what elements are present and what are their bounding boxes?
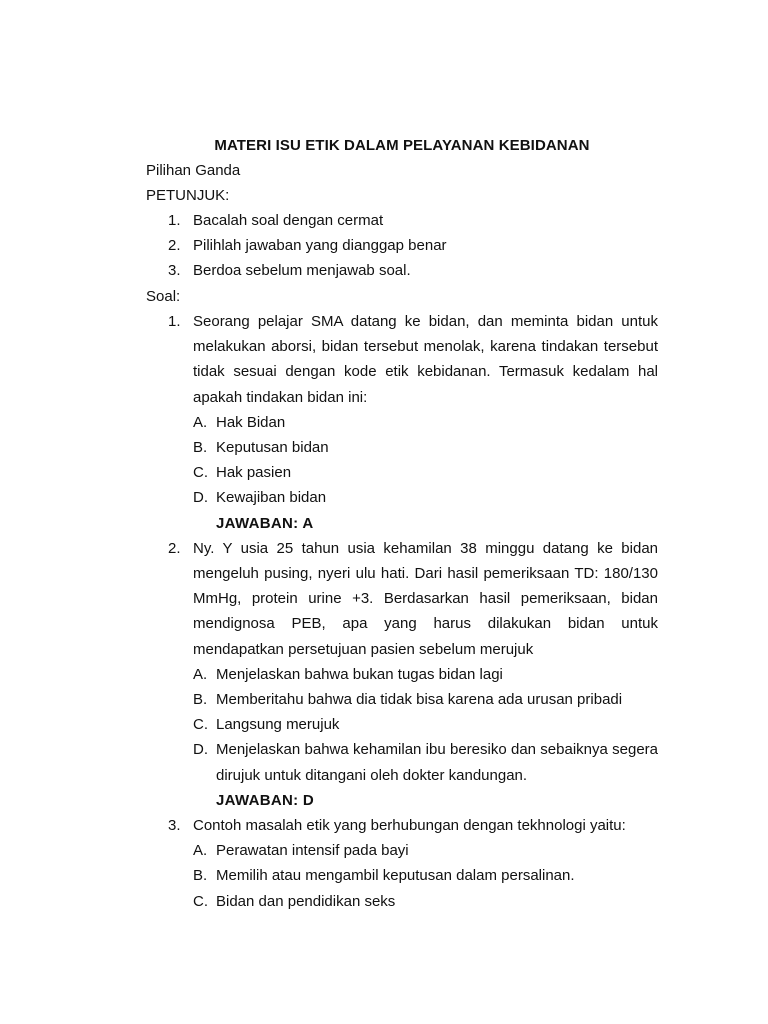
- question-item: [146, 813, 658, 914]
- question-text: Ny. Y usia 25 tahun usia kehamilan 38 minggu datang ke bidan mengeluh pusing, nyeri ulu hati. Dari hasil pemeriksaan TD: 180/130 MmHg, protein urine +3. Berdasarkan hasil pemeriksaan, bidan mendignosa PEB, apa yang harus dilakukan bidan untuk mendapatkan persetujuan pasien sebelum merujuk: [193, 539, 658, 658]
- option-text: Bidan dan pendidikan seks: [216, 892, 396, 910]
- option-text: Keputusan bidan: [216, 439, 329, 457]
- option-text: Menjelaskan bahwa bukan tugas bidan lagi: [216, 665, 503, 683]
- option-item: [193, 460, 658, 485]
- option-item: [193, 410, 658, 435]
- options-list: [193, 662, 658, 788]
- option-text: Hak pasien: [216, 464, 292, 482]
- option-letter: B.: [193, 867, 208, 885]
- option-item: [193, 737, 658, 787]
- instruction-number: 3.: [168, 262, 181, 280]
- option-text: Perawatan intensif pada bayi: [216, 842, 409, 860]
- option-letter: C.: [193, 464, 208, 482]
- option-item: [193, 485, 658, 510]
- questions-label: Soal:: [146, 288, 181, 305]
- instruction-text: Pilihlah jawaban yang dianggap benar: [193, 237, 447, 255]
- option-text: Memilih atau mengambil keputusan dalam persalinan.: [216, 867, 575, 885]
- option-letter: D.: [193, 489, 208, 507]
- option-item: [193, 838, 658, 863]
- option-letter: A.: [193, 665, 208, 683]
- question-number: 1.: [168, 313, 181, 330]
- instructions-list: [146, 208, 658, 284]
- instruction-item: [146, 233, 658, 258]
- option-letter: D.: [193, 741, 208, 759]
- instruction-text: Berdoa sebelum menjawab soal.: [193, 262, 411, 280]
- document-subtitle: Pilihan Ganda: [146, 162, 241, 179]
- option-text: Kewajiban bidan: [216, 489, 327, 507]
- option-letter: B.: [193, 439, 208, 457]
- answer-key: JAWABAN: A: [216, 514, 314, 532]
- option-item: [193, 435, 658, 460]
- question-number: 3.: [168, 817, 181, 835]
- questions-list: [146, 309, 658, 914]
- options-list: [193, 410, 658, 511]
- option-item: [193, 662, 658, 687]
- option-letter: C.: [193, 892, 208, 910]
- options-list: [193, 838, 658, 914]
- question-item: [146, 536, 658, 813]
- option-item: [193, 889, 658, 914]
- instructions-label: PETUNJUK:: [146, 187, 230, 204]
- instruction-number: 1.: [168, 212, 181, 229]
- instruction-item: [146, 258, 658, 283]
- answer-key: JAWABAN: D: [216, 791, 315, 809]
- option-text: Langsung merujuk: [216, 716, 340, 734]
- question-text: Contoh masalah etik yang berhubungan dengan tekhnologi yaitu:: [193, 817, 626, 835]
- option-item: [193, 863, 658, 888]
- option-letter: A.: [193, 413, 208, 431]
- instruction-text: Bacalah soal dengan cermat: [193, 212, 384, 229]
- document-title: MATERI ISU ETIK DALAM PELAYANAN KEBIDANAN: [214, 137, 590, 154]
- option-text: Hak Bidan: [216, 413, 286, 431]
- option-item: [193, 712, 658, 737]
- option-letter: A.: [193, 842, 208, 860]
- question-text: Seorang pelajar SMA datang ke bidan, dan meminta bidan untuk melakukan aborsi, bidan tersebut menolak, karena tindakan tersebut tidak sesuai dengan kode etik kebidanan. Termasuk kedalam hal apakah tindakan bidan ini:: [193, 313, 658, 406]
- option-text: Menjelaskan bahwa kehamilan ibu beresiko dan sebaiknya segera dirujuk untuk ditangani oleh dokter kandungan.: [216, 741, 658, 784]
- option-text: Memberitahu bahwa dia tidak bisa karena ada urusan pribadi: [216, 691, 623, 709]
- option-item: [193, 687, 658, 712]
- option-letter: C.: [193, 716, 208, 734]
- option-letter: B.: [193, 691, 208, 709]
- instruction-item: [146, 208, 658, 233]
- question-number: 2.: [168, 539, 181, 557]
- question-item: [146, 309, 658, 536]
- instruction-number: 2.: [168, 237, 181, 255]
